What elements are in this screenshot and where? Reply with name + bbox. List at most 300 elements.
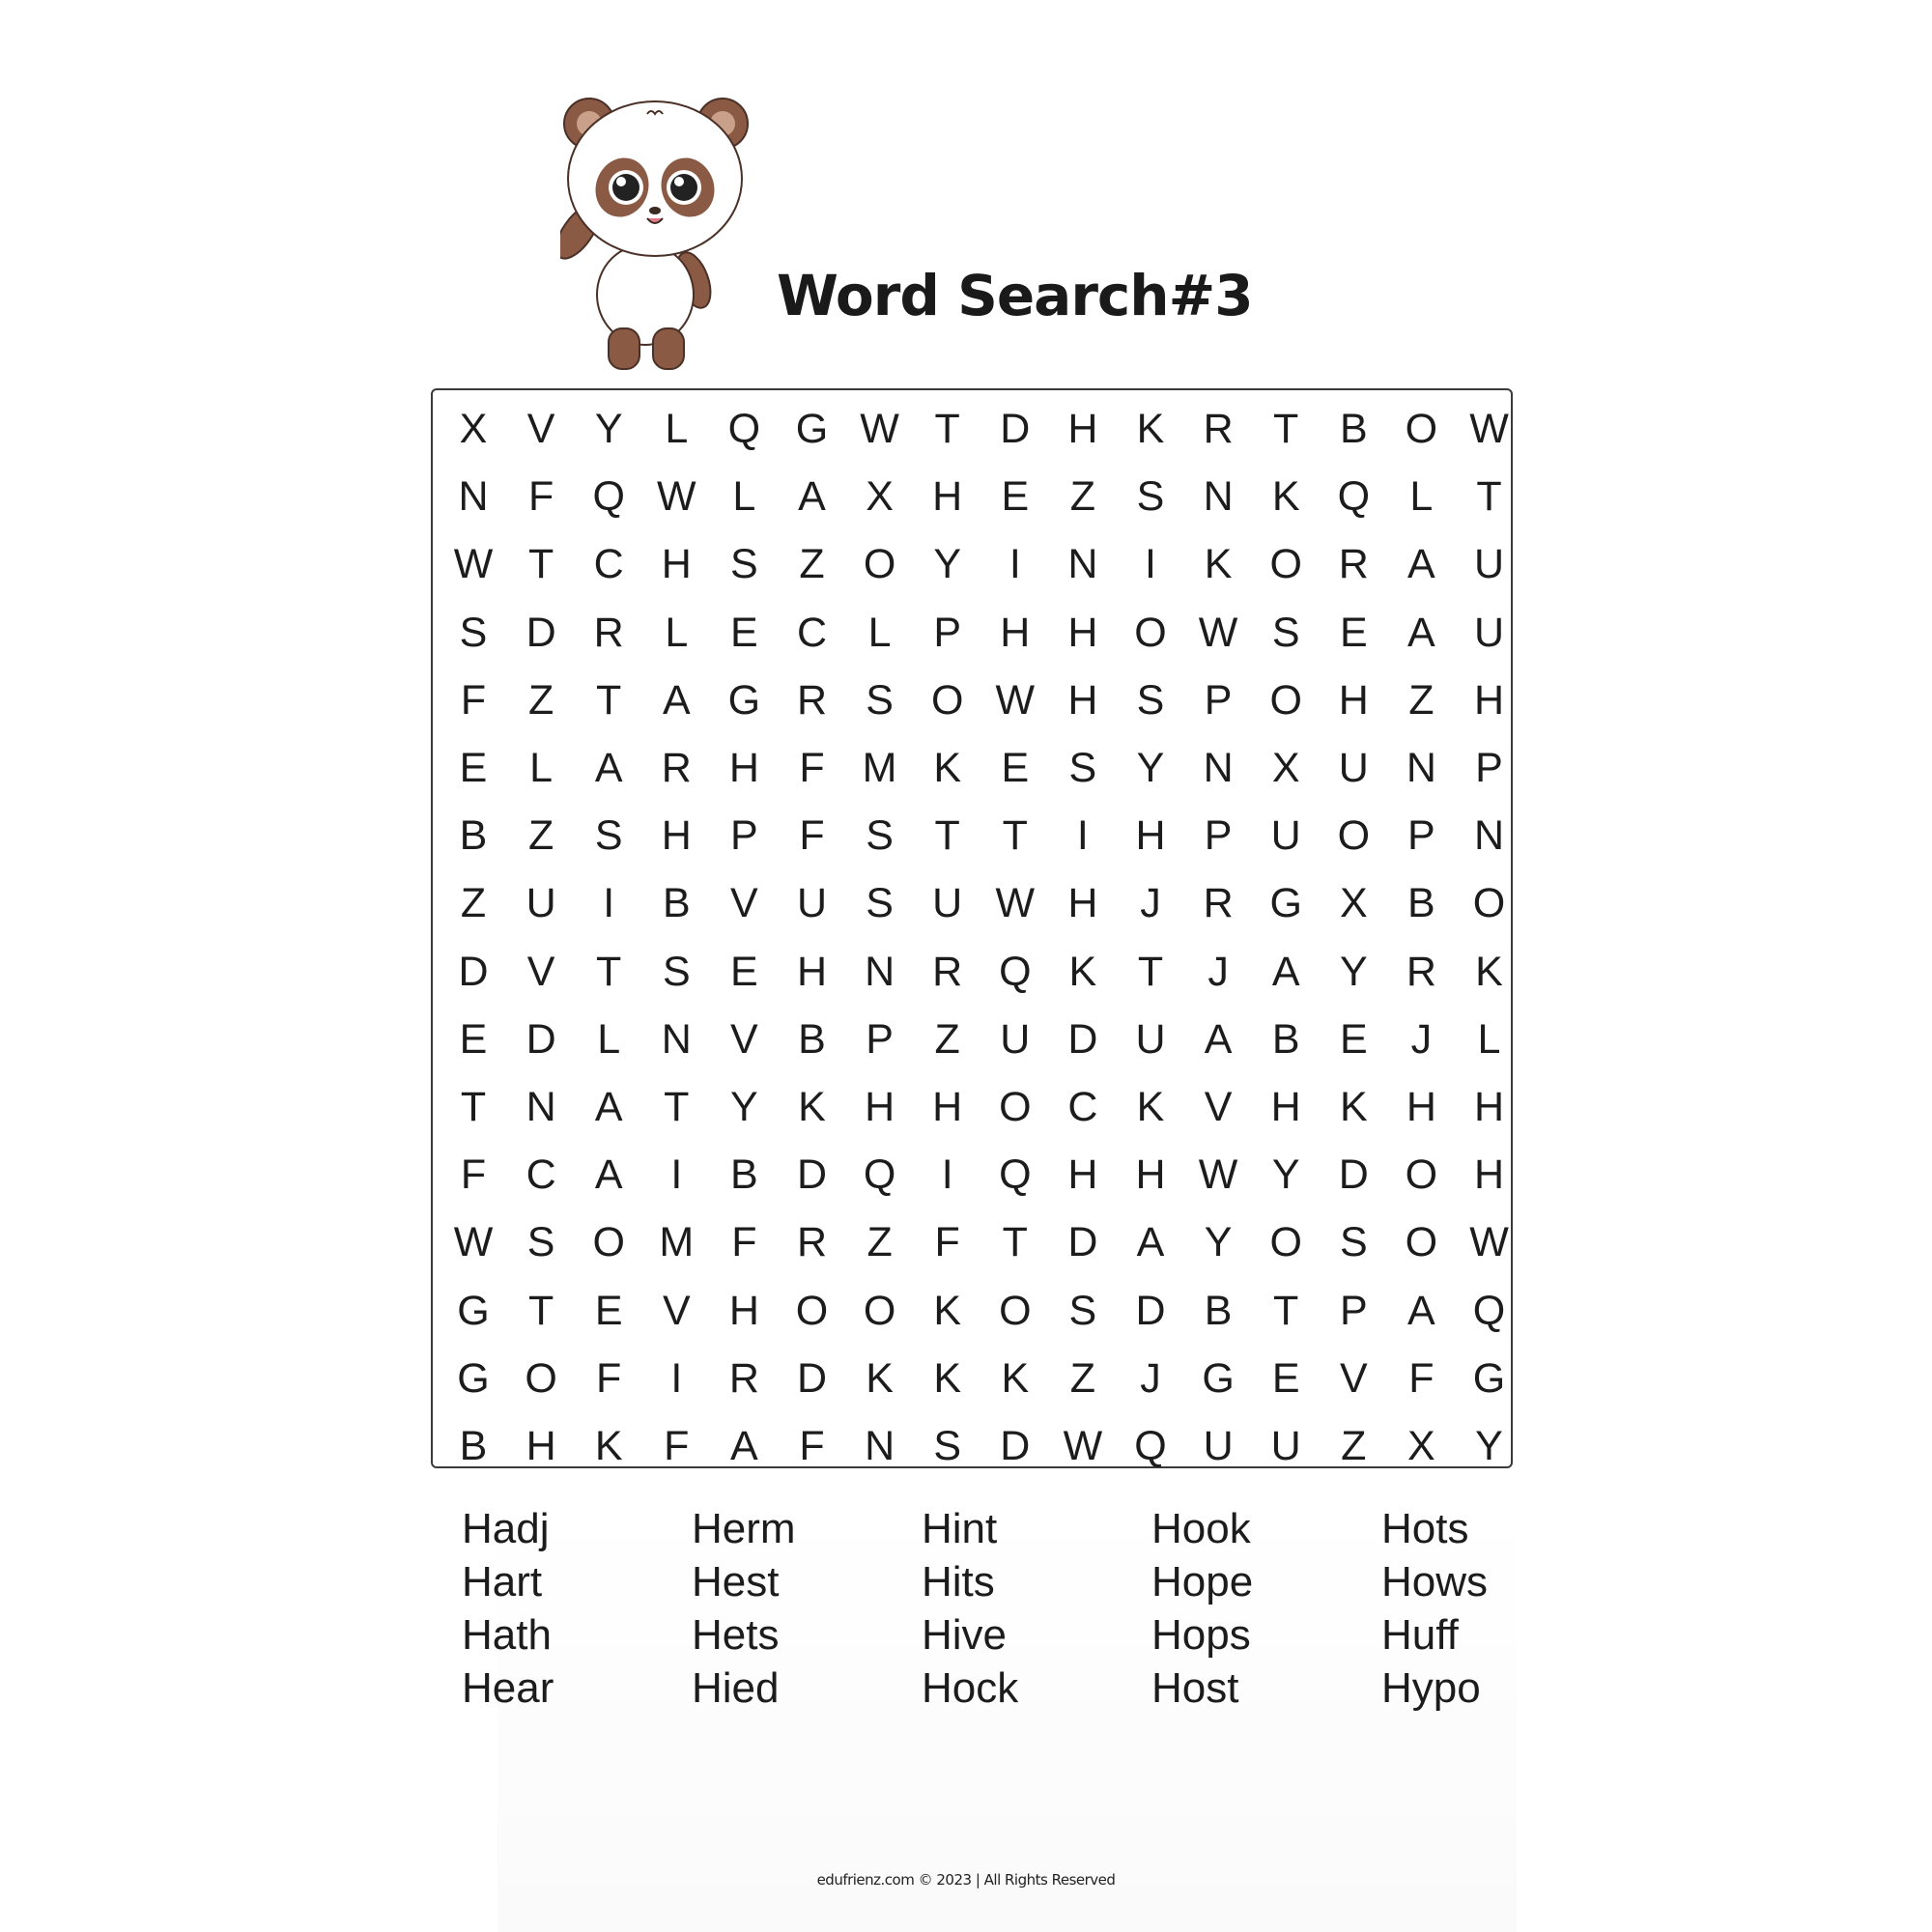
grid-cell[interactable]: T [1137, 948, 1164, 995]
grid-cell[interactable]: T [1002, 1219, 1028, 1266]
grid-cell[interactable]: Z [527, 676, 554, 724]
grid-row [433, 530, 1511, 598]
grid-cell[interactable]: W [860, 406, 899, 452]
word-item: Herm [692, 1505, 796, 1552]
grid-cell[interactable]: G [457, 1354, 490, 1402]
grid-cell[interactable]: B [1407, 880, 1435, 927]
grid-cell[interactable]: T [1002, 812, 1028, 860]
grid-cell[interactable]: O [1134, 609, 1167, 656]
grid-cell[interactable]: V [730, 880, 758, 927]
grid-cell[interactable]: Q [727, 406, 761, 452]
grid-cell[interactable]: V [526, 406, 555, 452]
grid-cell[interactable]: W [995, 676, 1036, 724]
grid-cell[interactable]: X [1271, 745, 1300, 791]
word-item: Hear [462, 1664, 554, 1712]
grid-cell[interactable]: K [1136, 1084, 1165, 1130]
grid-cell[interactable]: U [1000, 1015, 1031, 1063]
grid-cell[interactable]: B [798, 1015, 826, 1063]
grid-cell[interactable]: V [1204, 1084, 1233, 1130]
grid-cell[interactable]: U [1270, 812, 1301, 860]
grid-cell[interactable]: I [670, 1354, 683, 1402]
word-item: Hots [1381, 1505, 1469, 1552]
grid-cell[interactable]: F [731, 1219, 757, 1266]
grid-cell[interactable]: K [798, 1084, 826, 1130]
grid-cell[interactable]: H [1338, 676, 1369, 724]
grid-cell[interactable]: Q [1134, 1423, 1167, 1469]
grid-cell[interactable]: A [1204, 1015, 1233, 1063]
grid-cell[interactable]: F [527, 473, 554, 521]
grid-cell[interactable]: T [934, 406, 960, 452]
grid-cell[interactable]: K [933, 1354, 962, 1402]
grid-cell[interactable]: W [1198, 609, 1238, 656]
grid-row [433, 667, 1511, 734]
grid-cell[interactable]: D [1338, 1151, 1369, 1199]
grid-cell[interactable]: V [1339, 1354, 1368, 1402]
grid-cell[interactable]: O [1405, 1151, 1438, 1199]
grid-cell[interactable]: Y [1136, 745, 1165, 791]
grid-cell[interactable]: H [1473, 676, 1505, 724]
grid-cell[interactable]: U [932, 880, 963, 927]
word-item: Hath [462, 1611, 552, 1659]
grid-cell[interactable]: H [1473, 1084, 1505, 1130]
grid-cell[interactable]: H [728, 745, 759, 791]
grid-cell[interactable]: F [799, 812, 825, 860]
grid-row [433, 802, 1511, 869]
word-item: Hope [1151, 1558, 1254, 1605]
grid-cell[interactable]: E [1271, 1354, 1300, 1402]
grid-row [433, 734, 1511, 802]
word-item: Hest [692, 1558, 780, 1605]
grid-cell[interactable]: Y [1475, 1423, 1503, 1469]
grid-cell[interactable]: Y [730, 1084, 758, 1130]
grid-cell[interactable]: P [730, 812, 758, 860]
word-item: Hock [922, 1664, 1019, 1712]
grid-cell[interactable]: H [661, 812, 692, 860]
grid-row [433, 1277, 1511, 1345]
grid-row [433, 463, 1511, 530]
grid-cell[interactable]: R [593, 609, 624, 656]
grid-cell[interactable]: C [1067, 1084, 1098, 1130]
grid-cell[interactable]: O [1405, 1219, 1438, 1266]
grid-cell[interactable]: K [1068, 948, 1097, 995]
grid-cell[interactable]: K [933, 1287, 962, 1334]
grid-cell[interactable]: E [1339, 609, 1368, 656]
grid-cell[interactable]: U [1135, 1015, 1166, 1063]
grid-cell[interactable]: K [1271, 473, 1300, 521]
grid-cell[interactable]: T [1273, 406, 1299, 452]
grid-cell[interactable]: G [1202, 1354, 1235, 1402]
grid-cell[interactable]: S [1271, 609, 1300, 656]
panda-mascot-icon [560, 87, 753, 377]
grid-cell[interactable]: R [1406, 948, 1436, 995]
grid-cell[interactable]: C [593, 541, 624, 588]
grid-cell[interactable]: Y [594, 406, 623, 452]
grid-cell[interactable]: L [665, 609, 689, 656]
grid-cell[interactable]: H [1135, 812, 1166, 860]
grid-cell[interactable]: F [934, 1219, 960, 1266]
grid-cell[interactable]: F [799, 1423, 825, 1469]
grid-cell[interactable]: Y [1339, 948, 1368, 995]
grid-cell[interactable]: A [1407, 541, 1435, 588]
grid-cell[interactable]: S [1339, 1219, 1368, 1266]
grid-cell[interactable]: I [603, 880, 615, 927]
grid-cell[interactable]: L [1409, 473, 1434, 521]
grid-cell[interactable]: A [798, 473, 826, 521]
grid-row [433, 599, 1511, 667]
grid-cell[interactable]: D [1135, 1287, 1166, 1334]
grid-cell[interactable]: N [1473, 812, 1505, 860]
grid-cell[interactable]: F [460, 676, 487, 724]
grid-cell[interactable]: Y [933, 541, 962, 588]
word-item: Hied [692, 1664, 780, 1712]
grid-cell[interactable]: W [1469, 1219, 1509, 1266]
grid-cell[interactable]: W [1198, 1151, 1238, 1199]
grid-cell[interactable]: S [1136, 676, 1165, 724]
grid-cell[interactable]: G [457, 1287, 490, 1334]
grid-cell[interactable]: D [1000, 1423, 1031, 1469]
page-title: Word Search#3 [777, 263, 1253, 328]
grid-cell[interactable]: Q [999, 948, 1032, 995]
grid-cell[interactable]: T [664, 1084, 690, 1130]
grid-cell[interactable]: O [930, 676, 964, 724]
grid-row [433, 938, 1511, 1006]
grid-cell[interactable]: I [1009, 541, 1021, 588]
grid-cell[interactable]: H [1067, 406, 1098, 452]
word-item: Hint [922, 1505, 998, 1552]
grid-cell[interactable]: R [1203, 880, 1234, 927]
grid-cell[interactable]: L [529, 745, 554, 791]
grid-row [433, 1412, 1511, 1480]
grid-cell[interactable]: O [795, 1287, 829, 1334]
word-column [1381, 1502, 1594, 1715]
grid-cell[interactable]: K [933, 745, 962, 791]
grid-cell[interactable]: G [795, 406, 829, 452]
grid-cell[interactable]: H [1270, 1084, 1301, 1130]
grid-cell[interactable]: J [1410, 1015, 1433, 1063]
grid-cell[interactable]: N [458, 473, 489, 521]
grid-cell[interactable]: H [932, 1084, 963, 1130]
grid-cell[interactable]: V [526, 948, 555, 995]
word-column [462, 1502, 674, 1715]
grid-cell[interactable]: Q [863, 1151, 896, 1199]
grid-cell[interactable]: I [941, 1151, 953, 1199]
grid-cell[interactable]: M [659, 1219, 695, 1266]
grid-cell[interactable]: O [863, 1287, 896, 1334]
grid-cell[interactable]: A [1407, 609, 1435, 656]
grid-cell[interactable]: Z [1408, 676, 1435, 724]
grid-cell[interactable]: H [1000, 609, 1031, 656]
grid-cell[interactable]: N [1067, 541, 1098, 588]
grid-cell[interactable]: W [453, 541, 494, 588]
grid-cell[interactable]: S [730, 541, 758, 588]
grid-cell[interactable]: Z [1341, 1423, 1367, 1469]
grid-cell[interactable]: D [1067, 1219, 1098, 1266]
grid-cell[interactable]: O [863, 541, 896, 588]
grid-cell[interactable]: P [933, 609, 962, 656]
grid-cell[interactable]: T [1273, 1287, 1299, 1334]
grid-cell[interactable]: Z [527, 812, 554, 860]
grid-row [433, 1345, 1511, 1412]
grid-cell[interactable]: T [596, 676, 622, 724]
grid-cell[interactable]: T [527, 1287, 554, 1334]
grid-cell[interactable]: P [1204, 812, 1233, 860]
grid-cell[interactable]: D [1067, 1015, 1098, 1063]
grid-cell[interactable]: L [597, 1015, 621, 1063]
grid-cell[interactable]: E [459, 1015, 488, 1063]
grid-row [433, 1141, 1511, 1208]
grid-cell[interactable]: Z [867, 1219, 893, 1266]
grid-cell[interactable]: B [459, 1423, 488, 1469]
grid-cell[interactable]: W [1469, 406, 1509, 452]
grid-cell[interactable]: S [1068, 1287, 1097, 1334]
grid-cell[interactable]: S [866, 880, 894, 927]
grid-cell[interactable]: P [1407, 812, 1435, 860]
grid-cell[interactable]: O [999, 1287, 1032, 1334]
grid-cell[interactable]: S [526, 1219, 555, 1266]
grid-cell[interactable]: L [1477, 1015, 1501, 1063]
grid-cell[interactable]: K [866, 1354, 894, 1402]
grid-cell[interactable]: B [459, 812, 488, 860]
grid-cell[interactable]: U [1473, 609, 1505, 656]
grid-cell[interactable]: B [1204, 1287, 1233, 1334]
grid-cell[interactable]: Q [1337, 473, 1371, 521]
grid-cell[interactable]: Z [1069, 1354, 1096, 1402]
grid-cell[interactable]: X [459, 406, 488, 452]
word-item: Hart [462, 1558, 543, 1605]
grid-cell[interactable]: K [1204, 541, 1233, 588]
grid-cell[interactable]: H [1067, 609, 1098, 656]
grid-cell[interactable]: O [1405, 406, 1438, 452]
grid-cell[interactable]: R [1203, 406, 1234, 452]
word-item: Hits [922, 1558, 995, 1605]
grid-cell[interactable]: H [865, 1084, 895, 1130]
letter-grid [431, 388, 1513, 1468]
grid-cell[interactable]: Q [999, 1151, 1032, 1199]
grid-cell[interactable]: I [1145, 541, 1156, 588]
grid-cell[interactable]: D [526, 1015, 556, 1063]
grid-cell[interactable]: O [1269, 676, 1302, 724]
grid-cell[interactable]: N [1203, 473, 1234, 521]
grid-cell[interactable]: N [661, 1015, 692, 1063]
grid-cell[interactable]: T [460, 1084, 487, 1130]
grid-cell[interactable]: J [1140, 880, 1161, 927]
grid-cell[interactable]: H [526, 1423, 556, 1469]
grid-cell[interactable]: K [1339, 1084, 1368, 1130]
grid-cell[interactable]: Q [592, 473, 625, 521]
grid-cell[interactable]: H [1067, 880, 1098, 927]
grid-cell[interactable]: K [594, 1423, 623, 1469]
grid-cell[interactable]: M [862, 745, 897, 791]
grid-cell[interactable]: Q [1472, 1287, 1506, 1334]
grid-cell[interactable]: O [592, 1219, 625, 1266]
word-column [922, 1502, 1134, 1715]
grid-cell[interactable]: W [995, 880, 1036, 927]
grid-cell[interactable]: F [460, 1151, 487, 1199]
grid-cell[interactable]: H [796, 948, 828, 995]
grid-cell[interactable]: B [730, 1151, 758, 1199]
grid-cell[interactable]: U [526, 880, 556, 927]
grid-cell[interactable]: A [594, 1151, 623, 1199]
grid-cell[interactable]: I [1076, 812, 1089, 860]
grid-cell[interactable]: D [526, 609, 556, 656]
grid-cell[interactable]: T [596, 948, 622, 995]
grid-cell[interactable]: G [1269, 880, 1302, 927]
grid-cell[interactable]: P [1475, 745, 1503, 791]
word-item: Hive [922, 1611, 1008, 1659]
grid-cell[interactable]: D [1000, 406, 1031, 452]
grid-cell[interactable]: O [999, 1084, 1032, 1130]
grid-cell[interactable]: J [1208, 948, 1229, 995]
grid-cell[interactable]: U [1473, 541, 1505, 588]
grid-cell[interactable]: X [1339, 880, 1368, 927]
grid-cell[interactable]: F [799, 745, 825, 791]
grid-cell[interactable]: Z [1069, 473, 1096, 521]
grid-cell[interactable]: L [732, 473, 756, 521]
grid-cell[interactable]: E [730, 609, 758, 656]
grid-cell[interactable]: P [866, 1015, 894, 1063]
grid-cell[interactable]: A [594, 745, 623, 791]
grid-cell[interactable]: V [730, 1015, 758, 1063]
grid-row [433, 1006, 1511, 1073]
grid-cell[interactable]: N [1203, 745, 1234, 791]
grid-cell[interactable]: O [1472, 880, 1506, 927]
grid-cell[interactable]: D [796, 1151, 828, 1199]
word-item: Hows [1381, 1558, 1489, 1605]
grid-cell[interactable]: S [866, 676, 894, 724]
grid-cell[interactable]: N [865, 948, 895, 995]
word-item: Hook [1151, 1505, 1251, 1552]
grid-row [433, 869, 1511, 937]
grid-cell[interactable]: G [727, 676, 761, 724]
grid-cell[interactable]: K [1001, 1354, 1030, 1402]
grid-cell[interactable]: H [1067, 676, 1098, 724]
grid-cell[interactable]: Z [934, 1015, 960, 1063]
grid-cell[interactable]: S [866, 812, 894, 860]
grid-cell[interactable]: G [1472, 1354, 1506, 1402]
grid-cell[interactable]: O [1337, 812, 1371, 860]
grid-cell[interactable]: C [526, 1151, 556, 1199]
grid-cell[interactable]: K [1136, 406, 1165, 452]
grid-cell[interactable]: F [596, 1354, 622, 1402]
word-item: Hets [692, 1611, 780, 1659]
grid-cell[interactable]: H [1473, 1151, 1505, 1199]
grid-cell[interactable]: B [1339, 406, 1368, 452]
grid-cell[interactable]: K [1475, 948, 1503, 995]
grid-cell[interactable]: T [1476, 473, 1502, 521]
grid-cell[interactable]: Y [1204, 1219, 1233, 1266]
grid-cell[interactable]: A [594, 1084, 623, 1130]
grid-cell[interactable]: Z [460, 880, 487, 927]
grid-cell[interactable]: T [527, 541, 554, 588]
grid-cell[interactable]: N [1406, 745, 1436, 791]
word-item: Hops [1151, 1611, 1251, 1659]
grid-cell[interactable]: E [594, 1287, 623, 1334]
word-item: Hypo [1381, 1664, 1481, 1712]
word-item: Huff [1381, 1611, 1459, 1659]
word-column [692, 1502, 904, 1715]
grid-cell[interactable]: H [932, 473, 963, 521]
grid-cell[interactable]: H [1067, 1151, 1098, 1199]
grid-cell[interactable]: V [662, 1287, 691, 1334]
grid-cell[interactable]: O [525, 1354, 557, 1402]
grid-cell[interactable]: T [934, 812, 960, 860]
grid-cell[interactable]: S [1136, 473, 1165, 521]
grid-cell[interactable]: S [662, 948, 691, 995]
grid-cell[interactable]: R [1338, 541, 1369, 588]
grid-cell[interactable]: R [728, 1354, 759, 1402]
grid-cell[interactable]: R [796, 1219, 828, 1266]
grid-cell[interactable]: U [1338, 745, 1369, 791]
grid-cell[interactable]: S [1068, 745, 1097, 791]
grid-cell[interactable]: R [932, 948, 963, 995]
grid-cell[interactable]: F [664, 1423, 690, 1469]
grid-cell[interactable]: E [1339, 1015, 1368, 1063]
grid-cell[interactable]: J [1140, 1354, 1161, 1402]
grid-cell[interactable]: H [1135, 1151, 1166, 1199]
grid-cell[interactable]: S [594, 812, 623, 860]
grid-cell[interactable]: B [1271, 1015, 1300, 1063]
grid-cell[interactable]: R [661, 745, 692, 791]
word-item: Hadj [462, 1505, 550, 1552]
grid-cell[interactable]: Y [1271, 1151, 1300, 1199]
grid-cell[interactable]: E [1001, 473, 1030, 521]
grid-cell[interactable]: W [453, 1219, 494, 1266]
grid-cell[interactable]: W [657, 473, 696, 521]
grid-cell[interactable]: A [1271, 948, 1300, 995]
grid-cell[interactable]: H [1406, 1084, 1436, 1130]
grid-cell[interactable]: U [1203, 1423, 1234, 1469]
grid-cell[interactable]: D [796, 1354, 828, 1402]
grid-cell[interactable]: X [1407, 1423, 1435, 1469]
grid-cell[interactable]: P [1204, 676, 1233, 724]
grid-cell[interactable]: R [796, 676, 828, 724]
grid-row [433, 1208, 1511, 1276]
grid-cell[interactable]: Z [799, 541, 825, 588]
grid-cell[interactable]: W [1063, 1423, 1103, 1469]
grid-cell[interactable]: S [933, 1423, 962, 1469]
word-item: Host [1151, 1664, 1239, 1712]
grid-cell[interactable]: F [1408, 1354, 1435, 1402]
grid-cell[interactable]: P [1339, 1287, 1368, 1334]
grid-cell[interactable]: U [796, 880, 828, 927]
grid-cell[interactable]: A [1407, 1287, 1435, 1334]
word-column [1151, 1502, 1364, 1715]
grid-row [433, 1073, 1511, 1141]
grid-cell[interactable]: D [458, 948, 489, 995]
grid-cell[interactable]: E [1001, 745, 1030, 791]
grid-cell[interactable]: X [866, 473, 894, 521]
grid-cell[interactable]: L [867, 609, 892, 656]
grid-cell[interactable]: B [662, 880, 691, 927]
grid-cell[interactable]: N [526, 1084, 556, 1130]
grid-cell[interactable]: H [661, 541, 692, 588]
grid-cell[interactable]: A [1136, 1219, 1165, 1266]
grid-cell[interactable]: C [796, 609, 828, 656]
grid-cell[interactable]: N [865, 1423, 895, 1469]
grid-cell[interactable]: S [459, 609, 488, 656]
grid-cell[interactable]: A [662, 676, 691, 724]
grid-cell[interactable]: E [459, 745, 488, 791]
grid-cell[interactable]: U [1270, 1423, 1301, 1469]
grid-cell[interactable]: A [730, 1423, 758, 1469]
grid-row [433, 395, 1511, 463]
grid-cell[interactable]: I [670, 1151, 683, 1199]
grid-cell[interactable]: E [730, 948, 758, 995]
grid-cell[interactable]: O [1269, 1219, 1302, 1266]
grid-cell[interactable]: L [665, 406, 689, 452]
grid-cell[interactable]: O [1269, 541, 1302, 588]
grid-cell[interactable]: H [728, 1287, 759, 1334]
